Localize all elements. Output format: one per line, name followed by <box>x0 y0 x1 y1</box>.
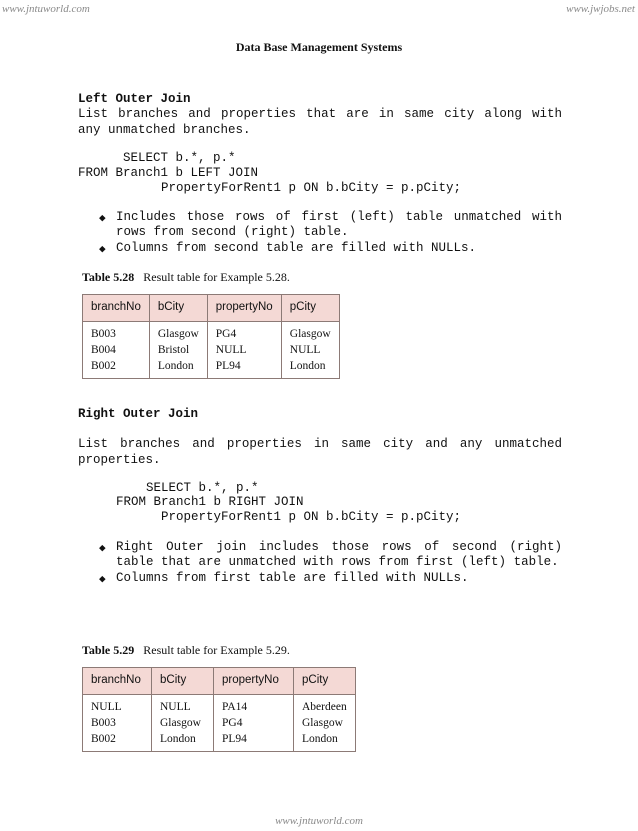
column-header: bCity <box>149 295 207 322</box>
column-header: propertyNo <box>214 668 294 695</box>
column-header: branchNo <box>83 668 152 695</box>
left-join-sql-line2: FROM Branch1 b LEFT JOIN <box>78 166 259 180</box>
right-join-description: List branches and properties in same city and any unmatched properties. <box>78 437 562 467</box>
right-join-heading: Right Outer Join <box>78 407 199 421</box>
result-table <box>82 667 356 752</box>
table-header-row <box>83 295 340 322</box>
left-join-sql-line3: PropertyForRent1 p ON b.bCity = p.pCity; <box>161 181 462 195</box>
table-cell: Glasgow Bristol London <box>149 322 207 379</box>
result-table-5-29 <box>82 643 356 752</box>
column-header: propertyNo <box>207 295 281 322</box>
right-join-sql-line3: PropertyForRent1 p ON b.bCity = p.pCity; <box>161 510 462 524</box>
table-caption-label: Table 5.29 <box>82 643 135 657</box>
list-item <box>98 571 562 586</box>
right-join-sql-line2: FROM Branch1 b RIGHT JOIN <box>116 495 304 509</box>
table-caption-text: Result table for Example 5.28. <box>143 270 290 284</box>
table-cell: B003 B004 B002 <box>83 322 150 379</box>
table-cell: PA14 PG4 PL94 <box>214 695 294 752</box>
table-cell: NULL Glasgow London <box>152 695 214 752</box>
bullet-text: Columns from second table are filled with NULLs. <box>116 241 477 255</box>
table-cell: PG4 NULL PL94 <box>207 322 281 379</box>
result-table-5-28 <box>82 270 340 379</box>
table-row <box>83 695 356 752</box>
watermark-top-right: www.jwjobs.net <box>566 3 635 15</box>
table-caption <box>82 270 340 284</box>
list-item <box>98 210 562 240</box>
column-header: bCity <box>152 668 214 695</box>
left-join-sql-line1: SELECT b.*, p.* <box>123 151 236 165</box>
diamond-bullet-icon: ◆ <box>99 574 106 586</box>
result-table <box>82 294 340 379</box>
column-header: branchNo <box>83 295 150 322</box>
watermark-top-left: www.jntuworld.com <box>2 3 90 15</box>
table-row <box>83 322 340 379</box>
page-title: Data Base Management Systems <box>235 40 403 54</box>
table-caption-text: Result table for Example 5.29. <box>143 643 290 657</box>
left-join-heading: Left Outer Join <box>78 92 191 106</box>
right-join-bullet-list <box>98 540 562 587</box>
table-cell: NULL B003 B002 <box>83 695 152 752</box>
table-cell: Aberdeen Glasgow London <box>294 695 356 752</box>
left-join-description: List branches and properties that are in same city along with any unmatched branches. <box>78 107 562 137</box>
bullet-text: Right Outer join includes those rows of second (right) table that are unmatched with rows from first (left) table. <box>116 540 562 569</box>
bullet-text: Columns from first table are filled with NULLs. <box>116 571 469 585</box>
table-cell: Glasgow NULL London <box>281 322 339 379</box>
watermark-bottom: www.jntuworld.com <box>275 815 363 827</box>
diamond-bullet-icon: ◆ <box>99 543 106 555</box>
column-header: pCity <box>294 668 356 695</box>
bullet-text: Includes those rows of first (left) table unmatched with rows from second (right) table. <box>116 210 562 239</box>
left-join-bullet-list <box>98 210 562 257</box>
table-caption-label: Table 5.28 <box>82 270 135 284</box>
diamond-bullet-icon: ◆ <box>99 213 106 225</box>
column-header: pCity <box>281 295 339 322</box>
table-header-row <box>83 668 356 695</box>
diamond-bullet-icon: ◆ <box>99 244 106 256</box>
right-join-sql-line1: SELECT b.*, p.* <box>146 481 259 495</box>
table-caption <box>82 643 356 657</box>
list-item <box>98 241 562 256</box>
list-item <box>98 540 562 570</box>
